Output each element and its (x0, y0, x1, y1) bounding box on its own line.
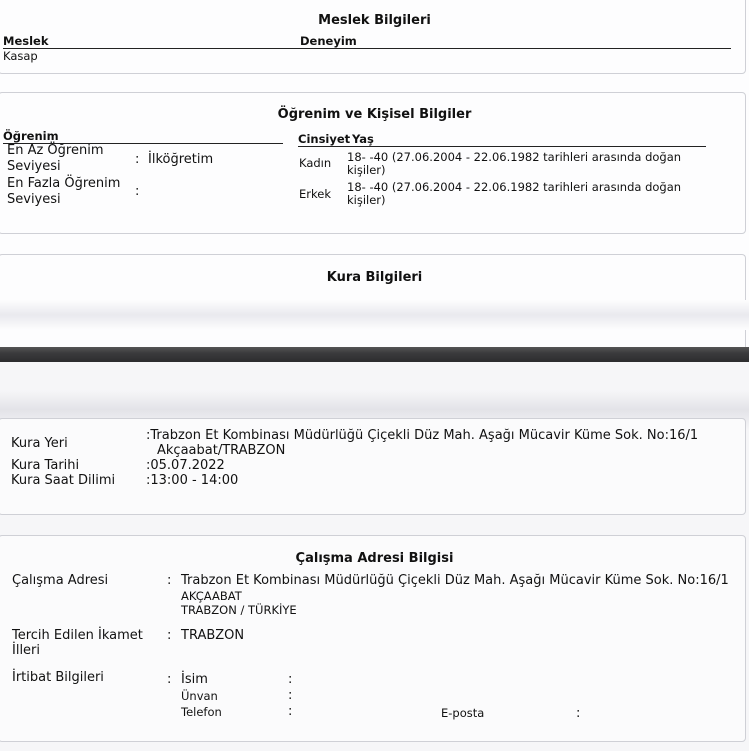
irtibat-isim-label: İsim (181, 672, 208, 687)
age-female-line-2: kişiler) (347, 163, 386, 177)
ikamet-label-1: Tercih Edilen İkamet (12, 628, 143, 643)
yas-col-header: Yaş (352, 132, 374, 146)
kura-tarih-label: Kura Tarihi (11, 458, 80, 473)
max-education-sep: : (135, 184, 140, 199)
kura-yer-value-1: :Trabzon Et Kombinası Müdürlüğü Çiçekli Düz Mah. Aşağı Mücavir Küme Sok. No:16/1 (146, 428, 699, 443)
max-education-label-2: Seviyesi (7, 192, 61, 207)
irtibat-label: İrtibat Bilgileri (12, 670, 104, 685)
age-female-line-1: 18- -40 (27.06.2004 - 22.06.1982 tarihleri arasında doğan (347, 150, 682, 164)
min-education-label-1: En Az Öğrenim (7, 143, 104, 158)
ogrenim-col-header: Öğrenim (3, 129, 59, 143)
age-male-line-1: 18- -40 (27.06.2004 - 22.06.1982 tarihleri arasında doğan (347, 180, 682, 194)
max-education-label-1: En Fazla Öğrenim (7, 176, 121, 191)
min-education-sep: : (135, 152, 140, 167)
age-male-line-2: kişiler) (347, 193, 386, 207)
irtibat-eposta-label: E-posta (441, 706, 485, 720)
page-divider (0, 347, 749, 362)
kura-yer-value-2: Akçaabat/TRABZON (157, 443, 286, 458)
irtibat-isim-colon: : (288, 672, 293, 687)
irtibat-eposta-colon: : (576, 706, 581, 721)
irtibat-unvan-colon: : (288, 688, 293, 703)
min-education-value: İlköğretim (148, 152, 214, 167)
meslek-col-header: Meslek (3, 34, 49, 48)
irtibat-telefon-colon: : (288, 704, 293, 719)
meslek-panel (0, 0, 746, 74)
calisma-adres-line-3: TRABZON / TÜRKİYE (181, 603, 297, 617)
ikamet-sep: : (167, 628, 172, 643)
cinsiyet-col-header: Cinsiyet (298, 132, 351, 146)
irtibat-telefon-label: Telefon (181, 705, 222, 719)
calisma-adres-line-2: AKÇAABAT (181, 589, 242, 603)
kura-yer-label: Kura Yeri (11, 436, 68, 451)
kura-tarih-value: :05.07.2022 (146, 458, 225, 473)
gender-male: Erkek (299, 187, 331, 201)
calisma-adres-label: Çalışma Adresi (12, 573, 109, 588)
calisma-adres-sep: : (167, 573, 172, 588)
calisma-adres-line-1: Trabzon Et Kombinası Müdürlüğü Çiçekli Düz Mah. Aşağı Mücavir Küme Sok. No:16/1 (181, 573, 729, 588)
kura-saat-label: Kura Saat Dilimi (11, 473, 116, 488)
min-education-label-2: Seviyesi (7, 159, 61, 174)
ogrenim-title: Öğrenim ve Kişisel Bilgiler (277, 107, 472, 122)
ikamet-value: TRABZON (181, 628, 245, 643)
ikamet-label-2: İlleri (12, 643, 41, 658)
meslek-title: Meslek Bilgileri (318, 13, 431, 28)
irtibat-sep: : (167, 672, 172, 687)
scan-stripe (0, 300, 749, 330)
calisma-title: Çalışma Adresi Bilgisi (295, 551, 454, 566)
kura-saat-value: :13:00 - 14:00 (146, 473, 239, 488)
irtibat-unvan-label: Ünvan (181, 689, 218, 703)
meslek-header-rule (3, 48, 731, 49)
cinsiyet-header-rule (298, 146, 706, 147)
deneyim-col-header: Deneyim (300, 34, 357, 48)
gender-female: Kadın (299, 156, 332, 170)
kura-title: Kura Bilgileri (326, 270, 423, 285)
meslek-value: Kasap (3, 49, 38, 63)
